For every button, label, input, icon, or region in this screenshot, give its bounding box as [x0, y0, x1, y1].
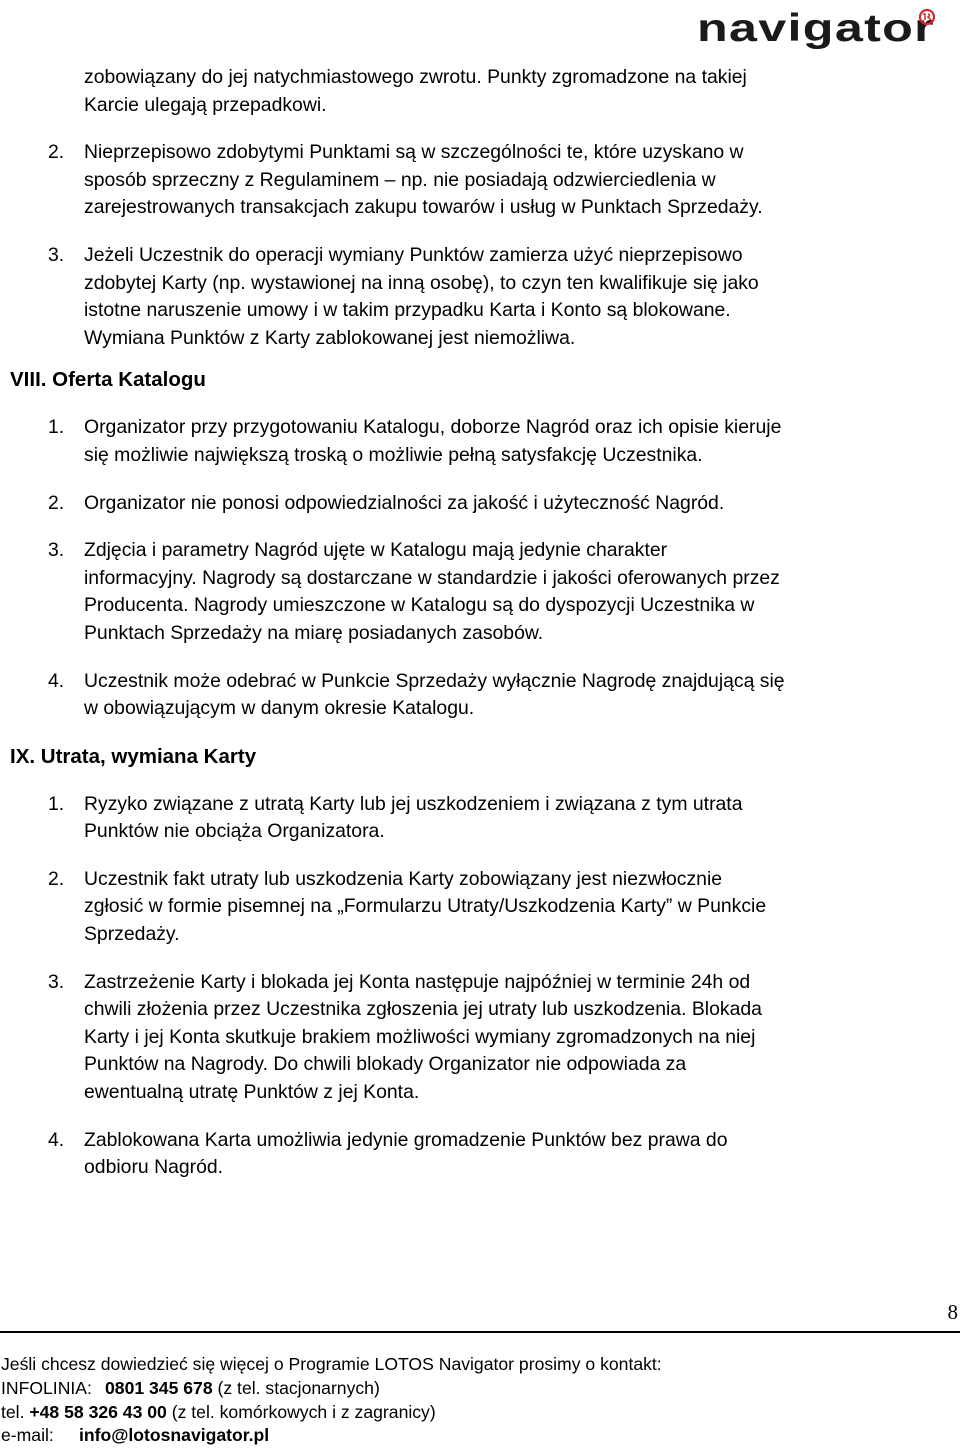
- item-text: [84, 537, 960, 647]
- list-item: [48, 969, 960, 1107]
- tel-label: tel.: [1, 1401, 25, 1422]
- text-line: istotne naruszenie umowy i w takim przypadku Karta i Konto są blokowane.: [84, 299, 731, 322]
- item-number: 1.: [48, 792, 65, 815]
- text-line: Karty i jej Konta skutkuje brakiem możliwości wymiany zgromadzonych na niej: [84, 1025, 756, 1048]
- tel-number: +48 58 326 43 00: [29, 1401, 167, 1422]
- section-heading: IX. Utrata, wymiana Karty: [10, 744, 257, 768]
- item-text: [84, 414, 960, 469]
- footer-contact: [1, 1353, 662, 1448]
- item-number: 3.: [48, 539, 65, 562]
- text-line: zdobytej Karty (np. wystawionej na inną osobę), to czyn ten kwalifikuje się jako: [84, 271, 759, 294]
- footer-tel: [1, 1401, 662, 1425]
- footer-divider: [0, 1331, 960, 1333]
- text-line: Uczestnik może odebrać w Punkcie Sprzedaży wyłącznie Nagrodę znajdującą się: [84, 669, 785, 692]
- text-line: Ryzyko związane z utratą Karty lub jej uszkodzeniem i związana z tym utrata: [84, 792, 743, 815]
- item-text: [84, 490, 960, 518]
- text-line: zgłosić w formie pisemnej na „Formularzu Utraty/Uszkodzenia Karty” w Punkcie: [84, 895, 767, 918]
- text-line: ewentualną utratę Punktów z jej Konta.: [84, 1081, 420, 1104]
- text-line: Zablokowana Karta umożliwia jedynie gromadzenie Punktów bez prawa do: [84, 1128, 728, 1151]
- text-line: Nieprzepisowo zdobytymi Punktami są w szczególności te, które uzyskano w: [84, 141, 744, 164]
- item-number: 4.: [48, 669, 65, 692]
- text-line: Punktów nie obciąża Organizatora.: [84, 820, 385, 843]
- footer-infolinia: [1, 1377, 662, 1401]
- page-number: 8: [947, 1300, 958, 1324]
- text-line: Wymiana Punktów z Karty zablokowanej jest niemożliwa.: [84, 326, 576, 349]
- text-line: informacyjny. Nagrody są dostarczane w standardzie i jakości oferowanych przez: [84, 566, 780, 589]
- document-body: [10, 64, 960, 1182]
- footer-intro: Jeśli chcesz dowiedzieć się więcej o Programie LOTOS Navigator prosimy o kontakt:: [1, 1354, 662, 1374]
- list-item: [48, 1127, 960, 1182]
- infolinia-number: 0801 345 678: [105, 1377, 213, 1398]
- text-line: Producenta. Nagrody umieszczone w Katalogu są do dyspozycji Uczestnika w: [84, 594, 755, 617]
- item-text: [84, 668, 960, 723]
- list-item: [48, 791, 960, 846]
- email-label: e-mail:: [1, 1425, 54, 1446]
- tel-note: (z tel. komórkowych i z zagranicy): [171, 1401, 436, 1422]
- item-text: [84, 969, 960, 1107]
- list-item: [48, 866, 960, 949]
- text-line: Organizator przy przygotowaniu Katalogu, doborze Nagród oraz ich opisie kieruje: [84, 416, 782, 439]
- list-item: [48, 139, 960, 222]
- list-item: [48, 537, 960, 647]
- item-text: [84, 866, 960, 949]
- text-line: Uczestnik fakt utraty lub uszkodzenia Karty zobowiązany jest niezwłocznie: [84, 867, 723, 890]
- item-number: 3.: [48, 970, 65, 993]
- text-line: w obowiązującym w danym okresie Katalogu.: [84, 697, 475, 720]
- text-line: Punktów na Nagrody. Do chwili blokady Organizator nie odpowiada za: [84, 1053, 687, 1076]
- item-text: [84, 791, 960, 846]
- text-line: sposób sprzeczny z Regulaminem – np. nie posiadają odzwierciedlenia w: [84, 168, 716, 191]
- list-item: [48, 414, 960, 469]
- item-number: 3.: [48, 243, 65, 266]
- text-line: Jeżeli Uczestnik do operacji wymiany Punktów zamierza użyć nieprzepisowo: [84, 243, 743, 266]
- text-line: zarejestrowanych transakcjach zakupu towarów i usług w Punktach Sprzedaży.: [84, 196, 763, 219]
- text-line: odbioru Nagród.: [84, 1156, 224, 1179]
- section-heading: VIII. Oferta Katalogu: [10, 368, 206, 392]
- item-continuation: [48, 64, 960, 119]
- list-item: [48, 242, 960, 352]
- text-line: Organizator nie ponosi odpowiedzialności za jakość i użyteczność Nagród.: [84, 491, 725, 514]
- svg-text:navigator: navigator: [697, 8, 935, 50]
- item-number: 1.: [48, 416, 65, 439]
- text-line: zobowiązany do jej natychmiastowego zwrotu. Punkty zgromadzone na takiej: [84, 66, 747, 88]
- text-line: chwili złożenia przez Uczestnika zgłoszenia jej utraty lub uszkodzenia. Blokada: [84, 998, 762, 1021]
- item-text: [84, 242, 960, 352]
- item-number: 4.: [48, 1128, 65, 1151]
- item-number: 2.: [48, 141, 65, 164]
- item-text: [84, 1127, 960, 1182]
- item-text: [84, 139, 960, 222]
- text-line: Punktach Sprzedaży na miarę posiadanych zasobów.: [84, 621, 544, 644]
- navigator-logo-mark: [696, 8, 946, 50]
- email-link[interactable]: info@lotosnavigator.pl: [79, 1425, 270, 1446]
- text-line: Zdjęcia i parametry Nagród ujęte w Katalogu mają jedynie charakter: [84, 539, 668, 562]
- list-item: [48, 490, 960, 518]
- infolinia-note: (z tel. stacjonarnych): [217, 1377, 380, 1398]
- footer-email: [1, 1424, 662, 1448]
- text-line: Sprzedaży.: [84, 923, 180, 946]
- text-line: się możliwie największą troską o możliwie pełną satysfakcję Uczestnika.: [84, 443, 703, 466]
- navigator-logo: [696, 8, 946, 50]
- list-item: [48, 668, 960, 723]
- item-number: 2.: [48, 867, 65, 890]
- item-number: 2.: [48, 491, 65, 514]
- text-line: Zastrzeżenie Karty i blokada jej Konta następuje najpóźniej w terminie 24h od: [84, 970, 751, 993]
- text-line: Karcie ulegają przepadkowi.: [84, 93, 327, 116]
- infolinia-label: INFOLINIA:: [1, 1377, 92, 1398]
